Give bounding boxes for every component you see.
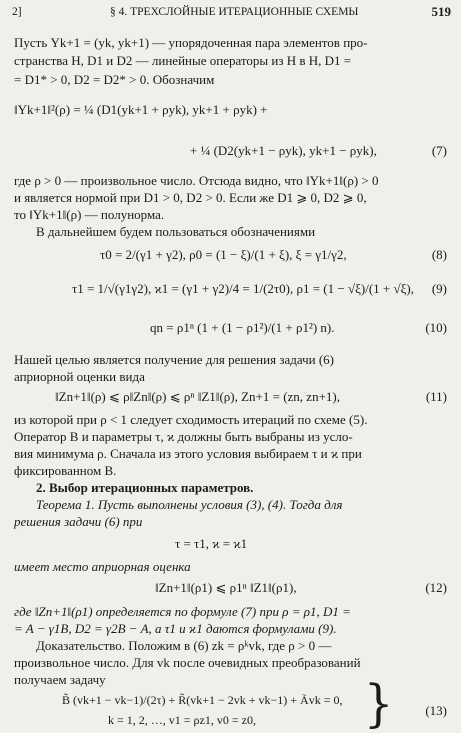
text-line: = A − γ1B, D2 = γ2B − A, а τ1 и ϰ1 даются формулами (9). [14, 621, 337, 636]
text-line: = D1* > 0, D2 = D2* > 0. Обозначим [14, 72, 215, 87]
text-line: фиксированном B. [14, 463, 117, 478]
text-line: В дальнейшем будем пользоваться обозначениями [36, 224, 316, 239]
page-number: 519 [431, 4, 451, 19]
equation-11: ‖Zn+1‖(ρ) ⩽ ρ‖Zn‖(ρ) ⩽ ρⁿ ‖Z1‖(ρ), Zn+1 = (zn, zn+1), [55, 389, 340, 404]
text-line: вия минимума ρ. Сначала из этого условия выбираем τ и ϰ при [14, 446, 362, 461]
text-line: Нашей целью является получение для решения задачи (6) [14, 352, 334, 367]
text-line: Пусть Yk+1 = (yk, yk+1) — упорядоченная пара элементов про- [14, 35, 368, 50]
right-brace-icon: } [364, 673, 394, 733]
theorem-text: решения задачи (6) при [14, 514, 143, 529]
equation-8: τ0 = 2/(γ1 + γ2), ρ0 = (1 − ξ)/(1 + ξ), ξ = γ1/γ2, [100, 247, 347, 262]
text-line: где ‖Zn+1‖(ρ1) определяется по формуле (7) при ρ = ρ1, D1 = [14, 604, 351, 619]
text-line: из которой при ρ < 1 следует сходимость итераций по схеме (5). [14, 412, 368, 427]
text-line: Оператор B и параметры τ, ϰ должны быть выбраны из усло- [14, 429, 353, 444]
equation-9: τ1 = 1/√(γ1γ2), ϰ1 = (γ1 + γ2)/4 = 1/(2τ0), ρ1 = (1 − √ξ)/(1 + √ξ), [72, 281, 414, 296]
equation-number: (7) [431, 143, 447, 158]
theorem-equation: τ = τ1, ϰ = ϰ1 [175, 536, 248, 551]
equation-number: (8) [431, 247, 447, 262]
text-line: и является нормой при D1 > 0, D2 > 0. Если же D1 ⩾ 0, D2 ⩾ 0, [14, 190, 367, 205]
equation-13-part2: k = 1, 2, …, v1 = ρz1, v0 = z0, [108, 713, 256, 727]
equation-10: qn = ρ1ⁿ (1 + (1 − ρ1²)/(1 + ρ1²) n). [150, 320, 335, 335]
theorem-text: имеет место априорная оценка [14, 559, 191, 574]
equation-number: (11) [425, 389, 447, 404]
equation-7-part1: ‖Yk+1‖²(ρ) = ¼ (D1(yk+1 + ρyk), yk+1 + ρyk) + [14, 102, 268, 117]
text-line: получаем задачу [14, 672, 106, 687]
equation-12: ‖Zn+1‖(ρ1) ⩽ ρ1ⁿ ‖Z1‖(ρ1), [155, 580, 297, 595]
text-line: произвольное число. Для vk после очевидных преобразований [14, 655, 361, 670]
text-line: где ρ > 0 — произвольное число. Отсюда видно, что ‖Yk+1‖(ρ) > 0 [14, 173, 379, 188]
text-line: то ‖Yk+1‖(ρ) — полунорма. [14, 207, 165, 222]
theorem-text: Теорема 1. Пусть выполнены условия (3), (4). Тогда для [36, 497, 343, 512]
equation-number: (12) [425, 580, 447, 595]
section-heading: 2. Выбор итерационных параметров. [36, 480, 254, 495]
equation-7-part2: + ¼ (D2(yk+1 − ρyk), yk+1 − ρyk), [190, 143, 377, 158]
equation-number: (13) [425, 703, 447, 718]
section-marker: 2] [12, 6, 22, 18]
running-title: § 4. ТРЕХСЛОЙНЫЕ ИТЕРАЦИОННЫЕ СХЕМЫ [110, 6, 359, 18]
equation-13-part1: B̃ (vk+1 − vk−1)/(2τ) + R̃(vk+1 − 2vk + vk−1) + Ãvk = 0, [62, 693, 343, 707]
text-line: странства H, D1 и D2 — линейные операторы из H в H, D1 = [14, 53, 352, 68]
equation-number: (9) [431, 281, 447, 296]
proof-start: Доказательство. Положим в (6) zk = ρᵏvk, где ρ > 0 — [36, 638, 332, 653]
text-line: априорной оценки вида [14, 369, 145, 384]
equation-number: (10) [425, 320, 447, 335]
